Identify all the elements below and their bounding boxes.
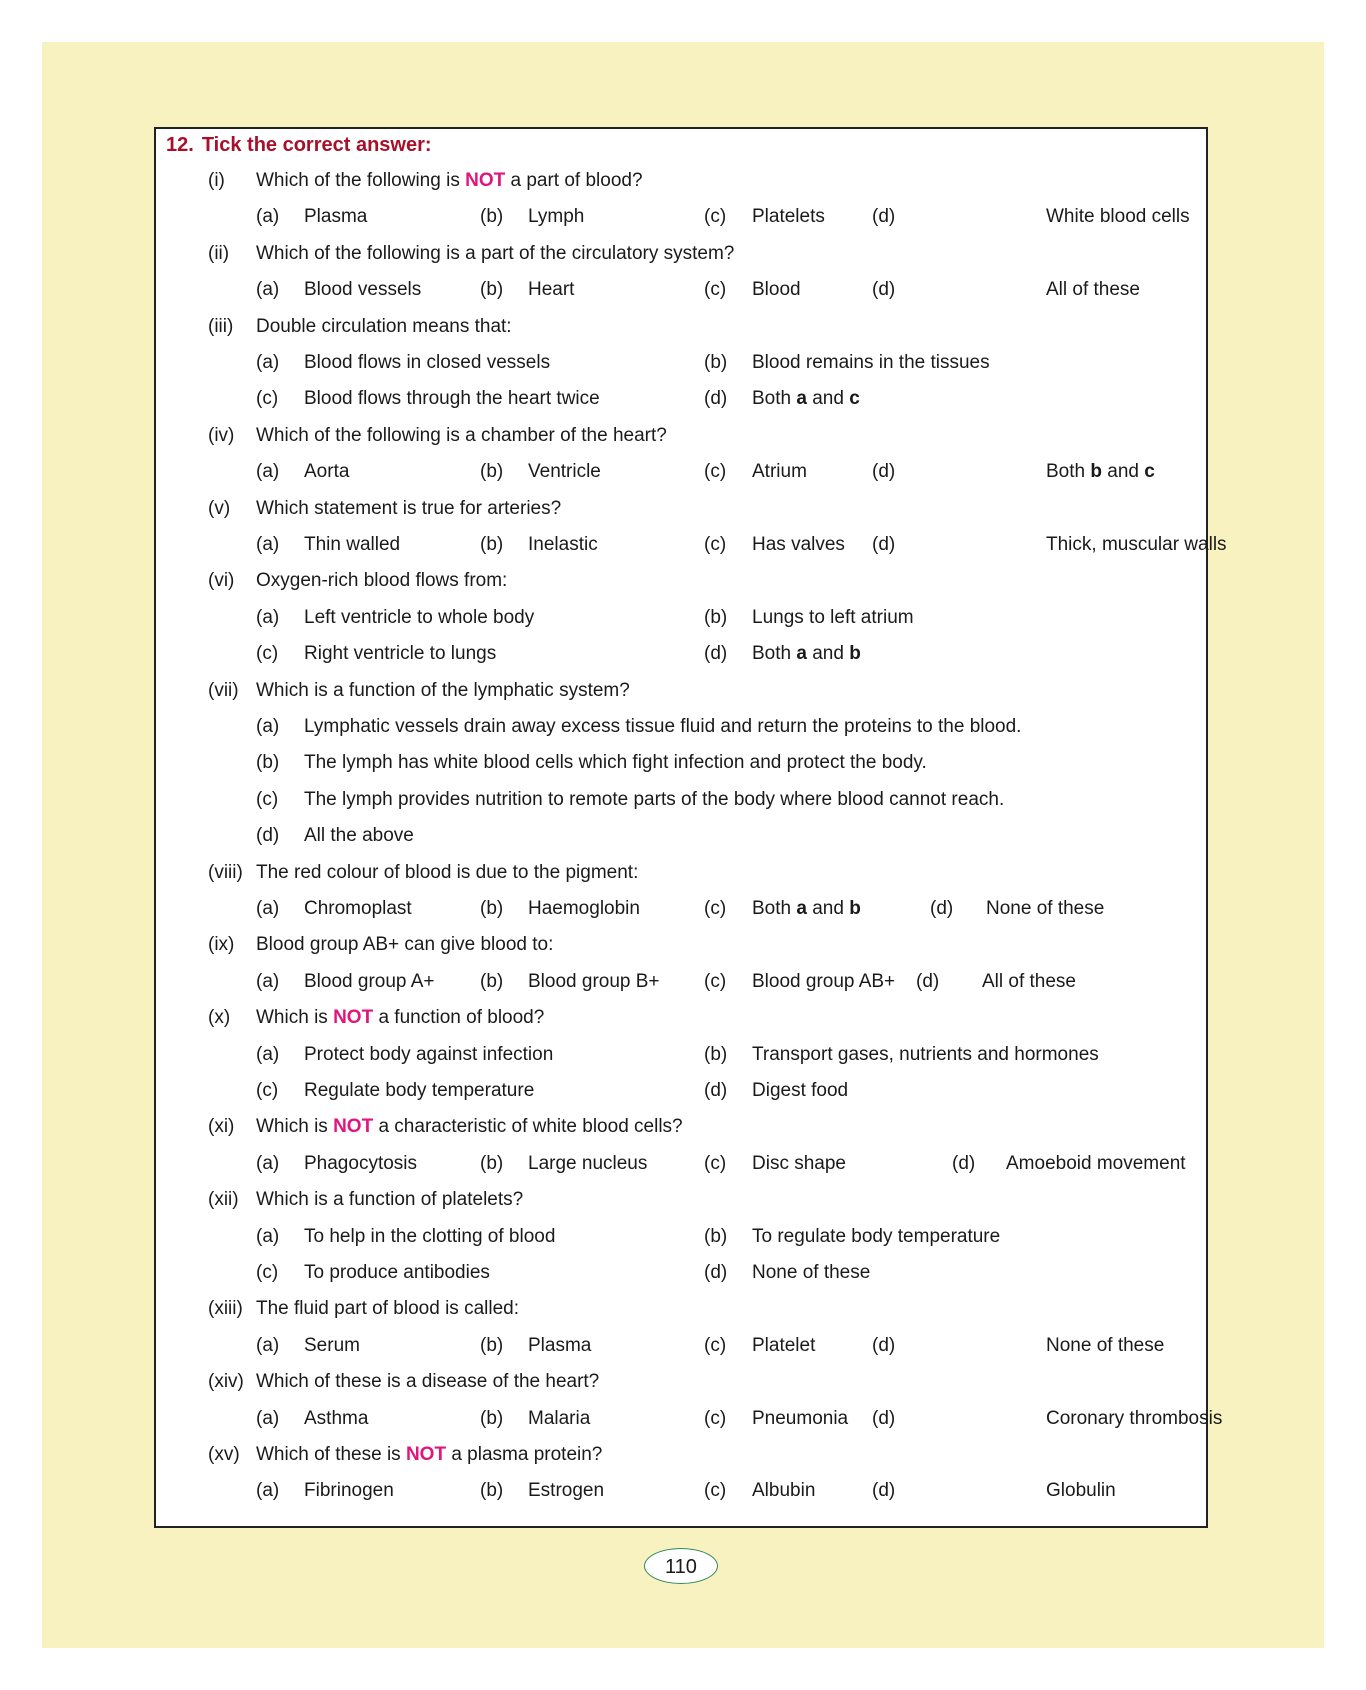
option-letter: (c) xyxy=(704,1152,727,1174)
option-text: Asthma xyxy=(304,1407,369,1429)
option-text: Disc shape xyxy=(752,1152,846,1174)
option-text: Both b and c xyxy=(1046,461,1155,483)
option-text: Serum xyxy=(304,1334,360,1356)
option-letter: (d) xyxy=(916,970,940,992)
option-letter: (c) xyxy=(256,788,279,810)
question-text: The fluid part of blood is called: xyxy=(256,1298,519,1320)
question-number: (v) xyxy=(208,497,231,519)
option-text: Regulate body temperature xyxy=(304,1080,535,1101)
option-text: None of these xyxy=(752,1262,871,1283)
option-text: Has valves xyxy=(752,534,845,555)
option-letter: (c) xyxy=(704,970,727,992)
option-letter: (b) xyxy=(480,279,504,301)
option-text: Malaria xyxy=(528,1407,591,1429)
option-text: White blood cells xyxy=(1046,206,1190,228)
option-text: All of these xyxy=(982,970,1076,992)
option-letter: (d) xyxy=(704,1262,728,1283)
option-letter: (c) xyxy=(256,388,279,410)
option-text: Lymphatic vessels drain away excess tissue fluid and return the proteins to the blood. xyxy=(304,716,1022,737)
option-letter: (c) xyxy=(704,279,727,301)
option-text: Blood group A+ xyxy=(304,970,435,992)
option-letter: (c) xyxy=(704,206,727,228)
option-letter: (a) xyxy=(256,606,280,628)
question-text: Which of the following is a chamber of the heart? xyxy=(256,424,667,446)
option-letter: (c) xyxy=(256,643,279,665)
option-text: The lymph provides nutrition to remote parts of the body where blood cannot reach. xyxy=(304,788,1005,810)
exercise-number: 12. xyxy=(166,134,194,156)
option-text: Plasma xyxy=(304,206,368,228)
question-number: (xiii) xyxy=(208,1298,243,1320)
option-letter: (b) xyxy=(480,1334,504,1356)
option-text: Left ventricle to whole body xyxy=(304,606,535,628)
question-text: Which is a function of the lymphatic system? xyxy=(256,679,630,701)
option-text: Blood flows in closed vessels xyxy=(304,352,551,373)
option-letter: (c) xyxy=(704,1407,727,1429)
option-text: Chromoplast xyxy=(304,898,412,919)
option-letter: (a) xyxy=(256,279,280,301)
option-letter: (d) xyxy=(872,461,896,483)
option-text: To regulate body temperature xyxy=(752,1225,1001,1247)
question-text: Double circulation means that: xyxy=(256,315,512,337)
option-letter: (c) xyxy=(704,461,727,483)
option-text: Inelastic xyxy=(528,534,598,555)
option-letter: (a) xyxy=(256,1043,280,1065)
option-letter: (a) xyxy=(256,534,280,555)
option-text: Lymph xyxy=(528,206,585,228)
option-text: Lungs to left atrium xyxy=(752,606,914,628)
option-text: Albubin xyxy=(752,1480,816,1502)
question-number: (xii) xyxy=(208,1189,239,1211)
option-text: Blood group AB+ xyxy=(752,970,896,992)
question-number: (viii) xyxy=(208,861,243,883)
option-text: Right ventricle to lungs xyxy=(304,643,497,665)
option-letter: (c) xyxy=(256,1262,279,1283)
option-text: Amoeboid movement xyxy=(1006,1152,1186,1174)
option-letter: (c) xyxy=(256,1080,279,1101)
question-number: (vii) xyxy=(208,679,239,701)
option-letter: (c) xyxy=(704,1480,727,1502)
option-letter: (d) xyxy=(872,206,896,228)
option-letter: (d) xyxy=(872,1480,896,1502)
question-number: (i) xyxy=(208,170,225,191)
option-text: Both a and b xyxy=(752,898,861,919)
option-text: Heart xyxy=(528,279,575,301)
option-letter: (a) xyxy=(256,898,280,919)
question-text: Blood group AB+ can give blood to: xyxy=(256,934,554,956)
option-text: Blood group B+ xyxy=(528,970,660,992)
option-text: Thick, muscular walls xyxy=(1046,534,1227,555)
option-letter: (d) xyxy=(872,279,896,301)
option-text: None of these xyxy=(986,898,1105,919)
option-letter: (a) xyxy=(256,716,280,737)
question-number: (ix) xyxy=(208,934,235,956)
option-letter: (b) xyxy=(480,1152,504,1174)
option-letter: (b) xyxy=(480,461,504,483)
question-text: Which of these is NOT a plasma protein? xyxy=(256,1444,603,1465)
question-text: The red colour of blood is due to the pigment: xyxy=(256,861,639,883)
option-text: None of these xyxy=(1046,1334,1165,1356)
question-number: (x) xyxy=(208,1007,231,1029)
option-text: Estrogen xyxy=(528,1480,605,1502)
option-text: Digest food xyxy=(752,1080,849,1101)
option-letter: (d) xyxy=(872,534,896,555)
option-letter: (b) xyxy=(704,1225,728,1247)
option-letter: (b) xyxy=(480,970,504,992)
option-letter: (a) xyxy=(256,1225,280,1247)
question-text: Which is a function of platelets? xyxy=(256,1189,524,1211)
option-letter: (a) xyxy=(256,461,280,483)
option-letter: (d) xyxy=(952,1152,976,1174)
question-text: Which is NOT a function of blood? xyxy=(256,1007,545,1029)
option-text: The lymph has white blood cells which fight infection and protect the body. xyxy=(304,752,927,774)
option-text: Protect body against infection xyxy=(304,1043,554,1065)
option-text: To help in the clotting of blood xyxy=(304,1225,556,1247)
option-letter: (a) xyxy=(256,970,280,992)
option-letter: (b) xyxy=(480,534,504,555)
option-text: Atrium xyxy=(752,461,807,483)
question-text: Oxygen-rich blood flows from: xyxy=(256,570,508,592)
option-letter: (d) xyxy=(872,1334,896,1356)
option-letter: (a) xyxy=(256,1334,280,1356)
page-number: 110 xyxy=(644,1548,718,1584)
option-letter: (b) xyxy=(480,206,504,228)
option-letter: (a) xyxy=(256,206,280,228)
question-number: (ii) xyxy=(208,242,230,264)
question-number: (iv) xyxy=(208,424,235,446)
option-text: All of these xyxy=(1046,279,1140,301)
option-text: Aorta xyxy=(304,461,350,483)
option-text: Globulin xyxy=(1046,1480,1116,1502)
option-text: Blood xyxy=(752,279,801,301)
option-text: To produce antibodies xyxy=(304,1262,490,1283)
option-letter: (b) xyxy=(480,898,504,919)
option-text: Phagocytosis xyxy=(304,1152,418,1174)
option-letter: (d) xyxy=(256,825,280,847)
option-text: Both a and b xyxy=(752,643,861,665)
option-letter: (d) xyxy=(704,1080,728,1101)
option-text: Blood remains in the tissues xyxy=(752,352,990,373)
question-text: Which of the following is NOT a part of blood? xyxy=(256,170,643,191)
question-text: Which is NOT a characteristic of white blood cells? xyxy=(256,1116,683,1138)
option-letter: (d) xyxy=(704,388,728,410)
option-text: Fibrinogen xyxy=(304,1480,394,1502)
exercise-box xyxy=(154,127,1227,1528)
option-text: Plasma xyxy=(528,1334,592,1356)
question-text: Which of the following is a part of the circulatory system? xyxy=(256,242,735,264)
option-text: Blood vessels xyxy=(304,279,422,301)
question-number: (xiv) xyxy=(208,1371,244,1393)
question-text: Which statement is true for arteries? xyxy=(256,497,562,519)
question-number: (vi) xyxy=(208,570,235,592)
option-text: Large nucleus xyxy=(528,1152,648,1174)
option-letter: (d) xyxy=(872,1407,896,1429)
question-list xyxy=(156,129,1227,1526)
question-number: (iii) xyxy=(208,315,234,337)
question-number: (xi) xyxy=(208,1116,235,1138)
option-text: Thin walled xyxy=(304,534,401,555)
option-text: Coronary thrombosis xyxy=(1046,1407,1223,1429)
option-letter: (b) xyxy=(480,1407,504,1429)
option-text: Platelets xyxy=(752,206,825,228)
option-text: Blood flows through the heart twice xyxy=(304,388,600,410)
option-letter: (c) xyxy=(704,534,727,555)
option-letter: (b) xyxy=(256,752,280,774)
option-text: Haemoglobin xyxy=(528,898,640,919)
option-letter: (b) xyxy=(480,1480,504,1502)
option-letter: (c) xyxy=(704,1334,727,1356)
option-letter: (a) xyxy=(256,1480,280,1502)
option-text: Both a and c xyxy=(752,388,860,410)
option-letter: (c) xyxy=(704,898,727,919)
option-letter: (b) xyxy=(704,1043,728,1065)
option-letter: (a) xyxy=(256,1407,280,1429)
exercise-title: Tick the correct answer: xyxy=(201,134,432,156)
option-letter: (b) xyxy=(704,352,728,373)
option-letter: (d) xyxy=(704,643,728,665)
option-text: Ventricle xyxy=(528,461,601,483)
question-number: (xv) xyxy=(208,1444,240,1465)
option-letter: (a) xyxy=(256,1152,280,1174)
option-text: Transport gases, nutrients and hormones xyxy=(752,1043,1099,1065)
option-text: Platelet xyxy=(752,1334,816,1356)
option-text: Pneumonia xyxy=(752,1407,849,1429)
question-text: Which of these is a disease of the heart? xyxy=(256,1371,600,1393)
option-letter: (b) xyxy=(704,606,728,628)
option-text: All the above xyxy=(304,825,414,847)
option-letter: (a) xyxy=(256,352,280,373)
option-letter: (d) xyxy=(930,898,954,919)
